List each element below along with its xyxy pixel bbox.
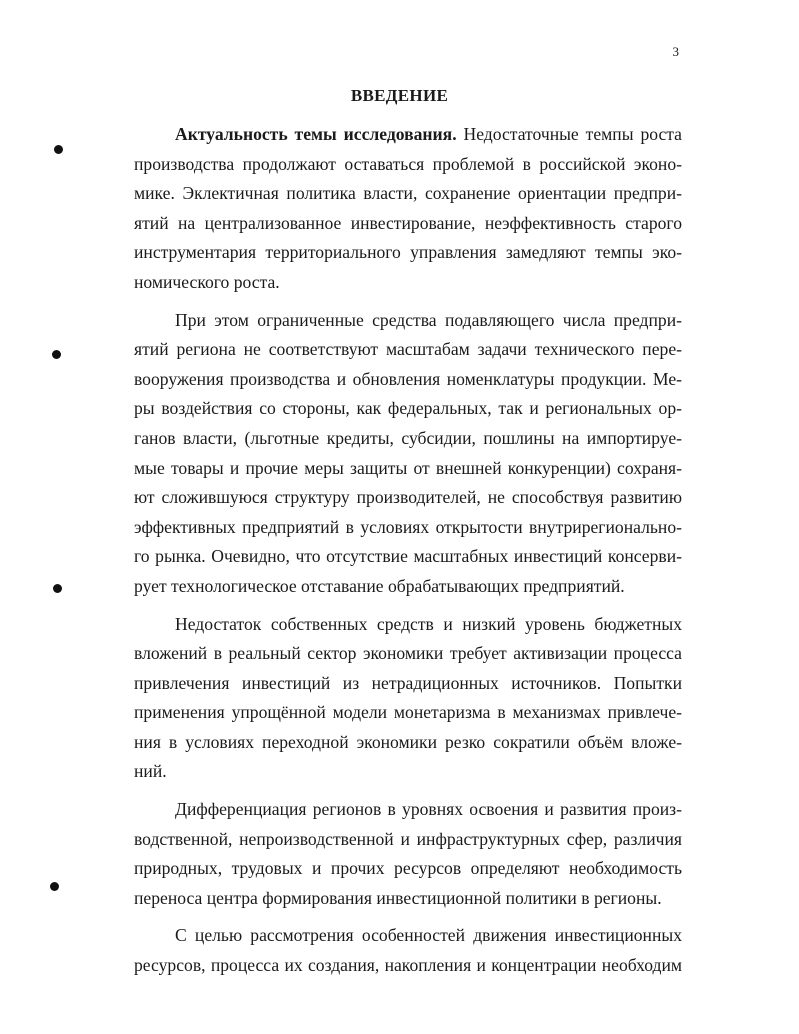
page-number: 3 <box>672 44 679 59</box>
paragraph-limited-funds <box>134 306 682 602</box>
paragraph-line: инструментария территориального управления замедляют темпы эко- <box>134 242 682 263</box>
paragraph-line: водственной, непроизводственной и инфраструктурных сфер, различия <box>134 828 682 849</box>
paragraph-line: ятий региона не соответствуют масштабам задачи технического пере- <box>134 339 682 360</box>
punch-hole-mark <box>53 584 62 593</box>
paragraph-line: ятий на централизованное инвестирование, неэффективность старого <box>134 212 682 233</box>
paragraph-line: ры воздействия со стороны, как федеральных, так и региональных ор- <box>134 398 682 419</box>
paragraph-investment-shortage <box>134 610 682 788</box>
paragraph-line: мике. Эклектичная политика власти, сохранение ориентации предпри- <box>134 183 682 204</box>
paragraph-line: ний. <box>134 761 167 782</box>
paragraph-line: рует технологическое отставание обрабатывающих предприятий. <box>134 575 625 596</box>
paragraph-line: Актуальность темы исследования. Недостаточные темпы роста <box>175 124 682 144</box>
paragraph-line: С целью рассмотрения особенностей движения инвестиционных <box>175 925 682 946</box>
paragraph-line: производства продолжают оставаться проблемой в российской эконо- <box>134 153 682 174</box>
relevance-lead: Актуальность темы исследования. <box>175 124 457 144</box>
paragraph-line: ресурсов, процесса их создания, накопления и концентрации необходим <box>134 955 682 976</box>
paragraph-line: привлечения инвестиций из нетрадиционных источников. Попытки <box>134 672 682 693</box>
paragraph-line: Недостаток собственных средств и низкий уровень бюджетных <box>175 613 682 634</box>
paragraph-line: мые товары и прочие меры защиты от внешней конкуренции) сохраня- <box>134 457 682 478</box>
punch-hole-mark <box>50 882 59 891</box>
paragraph-line: применения упрощённой модели монетаризма в механизмах привлече- <box>134 702 682 723</box>
punch-hole-mark <box>54 145 63 154</box>
paragraph-line: го рынка. Очевидно, что отсутствие масштабных инвестиций консерви- <box>134 546 682 567</box>
paragraph-line: эффективных предприятий в условиях открытости внутрирегионально- <box>134 516 682 537</box>
paragraph-relevance <box>134 120 682 298</box>
page-title: ВВЕДЕНИЕ <box>350 86 449 105</box>
paragraph-line: ют сложившуюся структуру производителей, не способствуя развитию <box>134 487 682 508</box>
paragraph-line: вооружения производства и обновления номенклатуры продукции. Ме- <box>134 368 682 389</box>
paragraph-line: переноса центра формирования инвестиционной политики в регионы. <box>134 887 662 908</box>
paragraph-line: природных, трудовых и прочих ресурсов определяют необходимость <box>134 858 682 879</box>
paragraph-line: При этом ограниченные средства подавляющего числа предпри- <box>175 309 682 330</box>
paragraph-regional-differentiation <box>134 795 682 913</box>
body-text <box>134 120 682 989</box>
paragraph-line: ганов власти, (льготные кредиты, субсидии, пошлины на импортируе- <box>134 427 682 448</box>
paragraph-line: Дифференциация регионов в уровнях освоения и развития произ- <box>175 799 682 820</box>
punch-hole-mark <box>52 350 61 359</box>
paragraph-line: вложений в реальный сектор экономики требует активизации процесса <box>134 643 682 664</box>
paragraph-purpose <box>134 921 682 980</box>
paragraph-line: номического роста. <box>134 271 280 292</box>
paragraph-line: ния в условиях переходной экономики резко сократили объём вложе- <box>134 731 682 752</box>
